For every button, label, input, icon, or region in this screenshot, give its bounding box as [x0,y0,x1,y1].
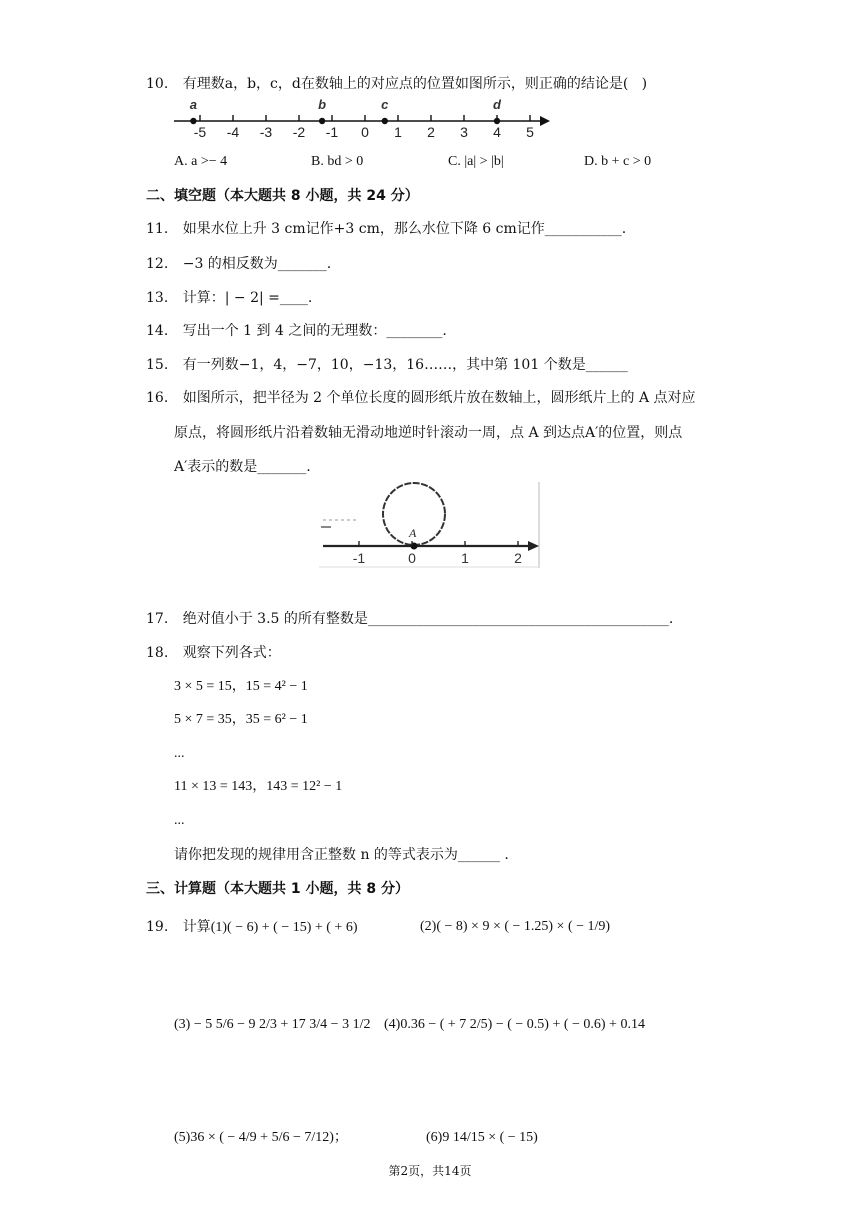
question-18 [146,643,281,663]
question-16-line2: 原点，将圆形纸片沿着数轴无滑动地逆时针滚动一周，点 A 到达点A′的位置，则点 [174,425,683,441]
point-label-b: b [318,97,327,112]
question-text: 绝对值小于 3.5 的所有整数是___________________________________________. [182,611,674,627]
question-14 [146,321,447,341]
point-label-c: c [381,97,389,112]
section-heading-calc: 三、计算题（本大题共 1 小题，共 8 分） [146,881,409,897]
tick-label: -2 [292,124,306,140]
point-label-d: d [493,97,501,112]
pattern-row-1: 3 × 5 = 15，15 = 4² − 1 [174,679,308,694]
question-text: 计算：| − 2| =____. [182,290,313,306]
question-text-line1: 如图所示，把半径为 2 个单位长度的圆形纸片放在数轴上，圆形纸片上的 A 点对应 [182,390,696,406]
question-number: 19. [146,919,169,935]
tick-label: -1 [352,550,366,566]
question-number: 12. [146,256,169,272]
point-label-a: a [189,97,198,112]
question-18-ask: 请你把发现的规律用含正整数 n 的等式表示为______ . [174,847,509,863]
question-number: 11. [146,221,169,237]
pattern-row-4: 11 × 13 = 143，143 = 12² − 1 [174,779,343,794]
section-heading-fill-in: 二、填空题（本大题共 8 小题，共 24 分） [146,188,419,204]
tick-label: 3 [460,124,468,140]
calc-part-6: (6)9 14/15 × ( − 15) [426,1130,538,1145]
question-text: 有理数a，b，c，d在数轴上的对应点的位置如图所示，则正确的结论是( ) [182,76,648,92]
calc-part-4: (4)0.36 − ( + 7 2/5) − ( − 0.5) + ( − 0.6) + 0.14 [384,1017,645,1032]
point-a [190,118,196,124]
question-number: 14. [146,323,169,339]
point-b [319,118,325,124]
question-text: −3 的相反数为_______. [182,256,332,272]
question-16 [146,388,696,408]
q10-options [0,152,860,172]
tick-label: -5 [193,124,207,140]
pattern-row-3: ... [174,746,185,761]
number-line-figure [172,96,552,144]
option-a[interactable]: A. a >− 4 [174,154,228,169]
question-number: 18. [146,645,169,661]
tick-label: -1 [325,124,339,140]
question-number: 10. [146,76,169,92]
question-text: 写出一个 1 到 4 之间的无理数：________. [182,323,447,339]
question-19 [146,917,358,938]
question-number: 17. [146,611,169,627]
question-text: 有一列数−1，4，−7，10，−13，16……，其中第 101 个数是______ [182,357,628,373]
figure-point-label: A [409,526,417,540]
point-d [494,118,500,124]
pattern-row-5: ... [174,813,185,828]
question-10 [146,74,647,94]
tick-label: 0 [361,124,369,140]
calc-part-5: (5)36 × ( − 4/9 + 5/6 − 7/12)； [174,1130,348,1145]
calc-part-3: (3) − 5 5/6 − 9 2/3 + 17 3/4 − 3 1/2 [174,1017,371,1032]
tick-label: 0 [408,550,416,566]
tick-label: 5 [526,124,534,140]
question-15 [146,355,628,375]
question-number: 15. [146,357,169,373]
tick-label: -3 [259,124,273,140]
rolling-circle-figure [319,480,543,570]
tick-label: 4 [493,124,501,140]
question-11 [146,219,626,239]
page-footer: 第2页，共14页 [388,1164,472,1178]
question-number: 13. [146,290,169,306]
tick-label: 1 [394,124,402,140]
tick-label: 2 [427,124,435,140]
calc-part-2: (2)( − 8) × 9 × ( − 1.25) × ( − 1/9) [420,919,611,934]
option-d[interactable]: D. b + c > 0 [584,154,652,169]
calc-part-1: 计算(1)( − 6) + ( − 15) + ( + 6) [182,920,358,935]
question-13 [146,288,312,308]
question-16-line3: A′表示的数是_______. [174,459,311,475]
pattern-row-2: 5 × 7 = 35，35 = 6² − 1 [174,712,308,727]
option-b[interactable]: B. bd > 0 [311,154,364,169]
tick-label: 2 [514,550,522,566]
tick-label: -4 [226,124,240,140]
question-text: 观察下列各式： [182,645,281,661]
question-text: 如果水位上升 3 cm记作+3 cm，那么水位下降 6 cm记作___________. [182,221,627,237]
question-12 [146,254,331,274]
point-c [382,118,388,124]
option-c[interactable]: C. |a| > |b| [448,154,504,169]
question-17 [146,609,673,629]
question-number: 16. [146,390,169,406]
tick-label: 1 [461,550,469,566]
